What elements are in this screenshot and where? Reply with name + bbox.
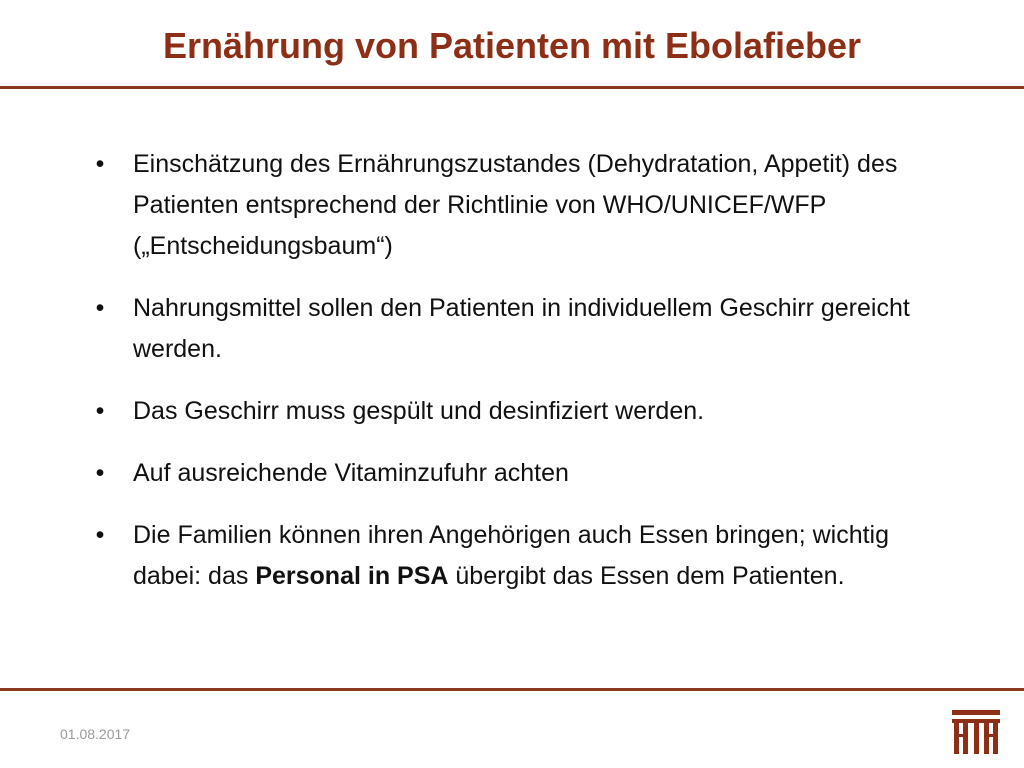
logo-text: EFFO: [971, 715, 981, 719]
bullet-marker: •: [95, 521, 105, 549]
bullet-text-before: Die Familien können ihren Angehörigen auch Essen bringen; wichtig dabei: das: [133, 521, 890, 590]
bullet-item: [88, 515, 918, 597]
bullet-item: [88, 144, 918, 267]
bullet-marker: •: [95, 294, 105, 322]
effo-building-logo-icon: [950, 706, 1002, 758]
bullet-marker: •: [95, 459, 105, 487]
bullet-text: Auf ausreichende Vitaminzufuhr achten: [133, 459, 569, 487]
bullet-text-emphasis: Personal in PSA: [255, 562, 449, 590]
footer-divider: [0, 688, 1024, 691]
bullet-item: [88, 453, 918, 494]
footer-date: 01.08.2017: [60, 726, 131, 742]
bullet-item: [88, 288, 918, 370]
bullet-list: [88, 144, 918, 618]
bullet-text: Einschätzung des Ernährungszustandes (Dehydratation, Appetit) des Patienten entsprechend der Richtlinie von WHO/UNICEF/WFP („Entscheidungsbaum“): [133, 150, 898, 260]
bullet-text: Nahrungsmittel sollen den Patienten in individuellem Geschirr gereicht werden.: [133, 294, 910, 363]
title-divider: [0, 86, 1024, 89]
bullet-marker: •: [95, 397, 105, 425]
bullet-marker: •: [95, 150, 105, 178]
slide-title: Ernährung von Patienten mit Ebolafieber: [162, 25, 862, 66]
bullet-text-after: übergibt das Essen dem Patienten.: [448, 562, 845, 590]
bullet-text: Das Geschirr muss gespült und desinfiziert werden.: [133, 397, 705, 425]
bullet-item: [88, 391, 918, 432]
bullet-text: [133, 521, 889, 590]
